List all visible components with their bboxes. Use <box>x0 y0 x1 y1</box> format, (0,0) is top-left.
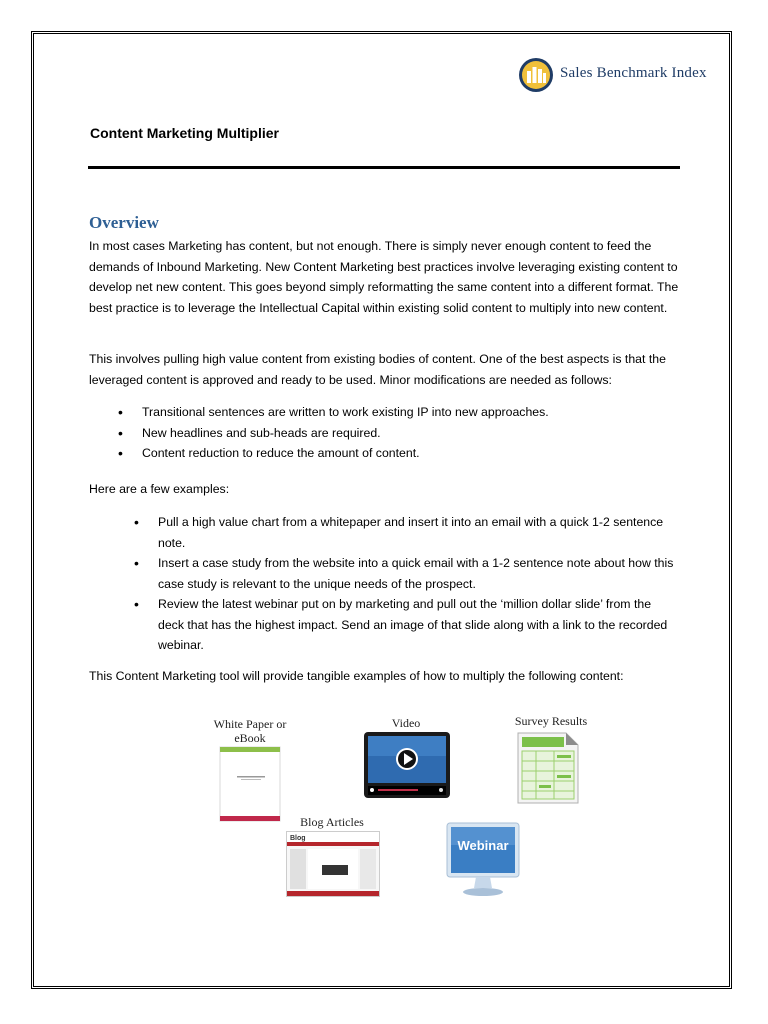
list-item: • Transitional sentences are written to work existing IP into new approaches. <box>118 402 683 423</box>
title-divider <box>88 166 680 169</box>
overview-heading: Overview <box>89 213 159 232</box>
examples-list <box>134 512 674 656</box>
content-intro: This Content Marketing tool will provide tangible examples of how to multiply the following content: <box>89 669 624 683</box>
list-item: • Insert a case study from the website into a quick email with a 1-2 sentence note about how this case study is relevant to the unique needs of the prospect. <box>134 553 674 594</box>
whitepaper-image <box>219 746 281 822</box>
list-item: • Content reduction to reduce the amount of content. <box>118 443 683 464</box>
whitepaper-label: White Paper or eBook <box>213 717 287 745</box>
video-image <box>363 731 451 799</box>
list-item: • Pull a high value chart from a whitepaper and insert it into an email with a quick 1-2 sentence note. <box>134 512 674 553</box>
list-item: • Review the latest webinar put on by marketing and pull out the ‘million dollar slide’ from the deck that has the highest impact. Send an image of that slide along with a link to the recorded webinar. <box>134 594 674 656</box>
logo-text: Sales Benchmark Index <box>560 65 707 81</box>
logo-emblem-icon <box>518 57 554 93</box>
document-title: Content Marketing Multiplier <box>90 125 279 141</box>
survey-label: Survey Results <box>514 714 588 728</box>
examples-intro: Here are a few examples: <box>89 482 230 496</box>
webinar-label: Webinar <box>457 838 509 853</box>
video-label: Video <box>391 716 421 730</box>
blog-label: Blog Articles <box>300 815 364 829</box>
list-item: • New headlines and sub-heads are required. <box>118 423 683 444</box>
blog-image <box>286 831 380 897</box>
overview-paragraph-1: In most cases Marketing has content, but not enough. There is simply never enough content to feed the demands of Inbound Marketing. New Content Marketing best practices involve leveraging existing content to develop net new content. This goes beyond simply reformatting the same content into a different format. The best practice is to leverage the Intellectual Capital within existing solid content to multiply into new content. <box>89 239 679 315</box>
modifications-list <box>118 402 683 464</box>
blog-tag-text: Blog <box>290 835 306 842</box>
overview-paragraph-2: This involves pulling high value content from existing bodies of content. One of the best aspects is that the leveraged content is approved and ready to be used. Minor modifications are needed as follows: <box>89 352 666 387</box>
company-logo <box>518 57 707 93</box>
page-border <box>31 31 732 989</box>
webinar-image <box>446 822 520 900</box>
survey-image <box>514 731 580 805</box>
